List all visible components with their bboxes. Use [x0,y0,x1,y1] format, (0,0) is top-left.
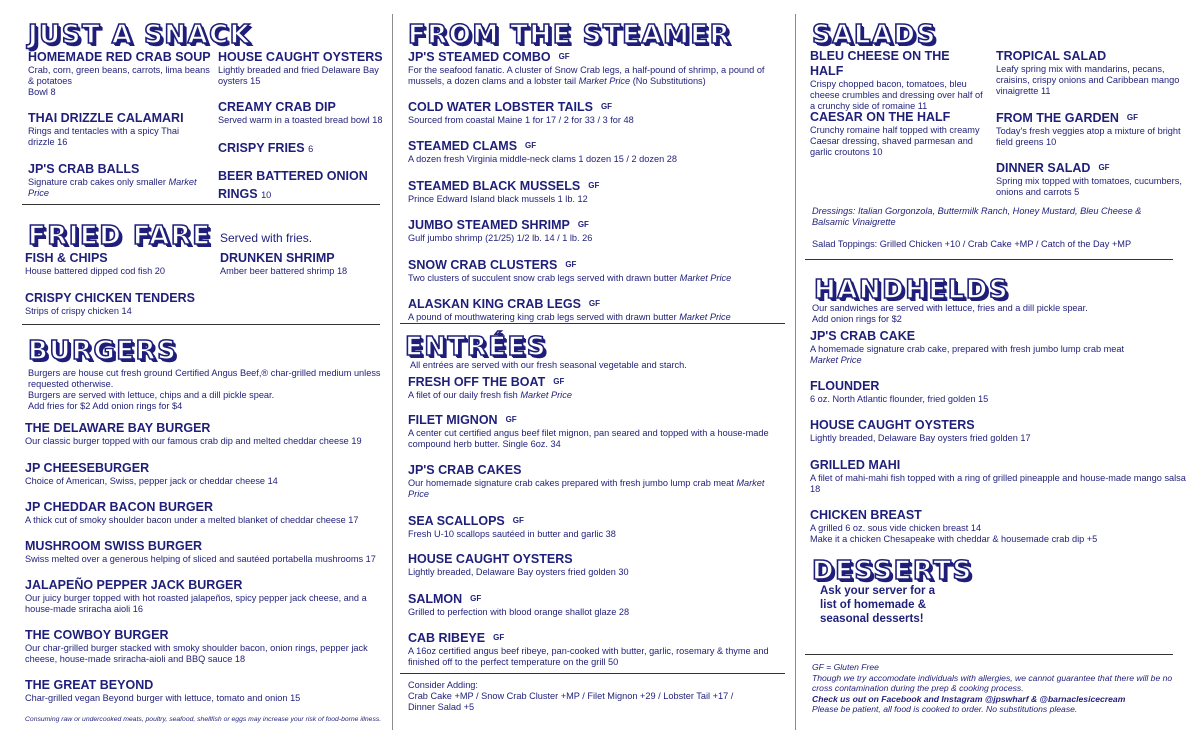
burger-item-cheddar-bacon: JP CHEDDAR BACON BURGER A thick cut of smoky shoulder bacon under a melted blanket of cheddar cheese 17 [25,500,359,525]
snack-item-fries: CRISPY FRIES 6 [218,141,314,155]
salad-item-garden: FROM THE GARDEN GF Today's fresh veggies atop a mixture of bright field greens 10 [996,111,1181,147]
footer-notes: GF = Gluten Free Though we try accomodate individuals with allergies, we cannot guarantee that there will be no cross contamination during the prep & cooking process. Check us out on Facebook and Instagram @jpswharf & @barnaclesicecream Please be patient, all food is cooked to order. No substitutions please. [812,662,1173,714]
rule-salads [805,259,1173,260]
salad-item-bleu-cheese: BLEU CHEESE ON THE HALF Crispy chopped bacon, tomatoes, bleu cheese crumbles and dressing over half of a crunchy side of romaine 11 [810,49,983,111]
salad-item-dinner: DINNER SALAD GF Spring mix topped with tomatoes, cucumbers, onions and carrots 5 [996,161,1182,197]
desserts-text: Ask your server for a list of homemade & seasonal desserts! [820,585,936,625]
handheld-item-crab-cake: JP'S CRAB CAKE A homemade signature crab cake, prepared with fresh jumbo lump crab meat Market Price [810,329,1125,365]
entree-item-oysters: HOUSE CAUGHT OYSTERS Lightly breaded, Delaware Bay oysters fried golden 30 [408,552,629,577]
rule-steamer [400,323,785,324]
entree-item-fresh-boat: FRESH OFF THE BOAT GF A filet of our daily fresh fish Market Price [408,375,572,400]
rule-desserts [805,654,1173,655]
entree-item-scallops: SEA SCALLOPS GF Fresh U-10 scallops sautéed in butter and garlic 38 [408,514,616,539]
rule-entrees [400,673,785,674]
fried-item-tenders: CRISPY CHICKEN TENDERS Strips of crispy chicken 14 [25,291,195,316]
steamer-item-mussels: STEAMED BLACK MUSSELS GF Prince Edward Island black mussels 1 lb. 12 [408,179,600,204]
snack-item-crab-soup: HOMEMADE RED CRAB SOUP Crab, corn, green beans, carrots, lima beans & potatoes Bowl 8 [28,50,211,97]
burger-item-cowboy: THE COWBOY BURGER Our char-grilled burger stacked with smoky shoulder bacon, onion rings, pepper jack cheese, house-made sriracha-aioli and BBQ sauce 18 [25,628,368,664]
handheld-item-chicken: CHICKEN BREAST A grilled 6 oz. sous vide chicken breast 14 Make it a chicken Chesapeake with cheddar & housemade crab dip +5 [810,508,1098,544]
steamer-item-snow-crab: SNOW CRAB CLUSTERS GF Two clusters of succulent snow crab legs served with drawn butter Market Price [408,258,732,283]
steamer-item-combo: JP'S STEAMED COMBO GF For the seafood fanatic. A cluster of Snow Crab legs, a half-pound of shrimp, a pound of mussels, a dozen clams and a lobster tail Market Price (No Substitutions) [408,50,765,86]
salad-toppings: Salad Toppings: Grilled Chicken +10 / Crab Cake +MP / Catch of the Day +MP [812,239,1132,249]
handhelds-heading: HANDHELDS [814,275,1010,305]
salads-heading: SALADS [812,20,937,50]
burger-item-cheeseburger: JP CHEESEBURGER Choice of American, Swiss, pepper jack or cheddar cheese 14 [25,461,278,486]
desserts-heading: DESSERTS [812,556,973,586]
burger-item-great-beyond: THE GREAT BEYOND Char-grilled vegan Beyond burger with lettuce, tomato and onion 15 [25,678,301,703]
burger-item-jalapeno: JALAPEÑO PEPPER JACK BURGER Our juicy burger topped with hot roasted jalapeños, spicy pepper jack cheese, and a house-made sriracha aioli 16 [25,578,367,614]
food-illness-warning: Consuming raw or undercooked meats, poultry, seafood, shellfish or eggs may increase your risk of food-borne illness. [25,716,382,723]
steamer-item-clams: STEAMED CLAMS GF A dozen fresh Virginia middle-neck clams 1 dozen 15 / 2 dozen 28 [408,139,677,164]
salad-dressings: Dressings: Italian Gorgonzola, Buttermilk Ranch, Honey Mustard, Bleu Cheese & Balsamic Vinaigrette [812,206,1142,227]
entree-item-ribeye: CAB RIBEYE GF A 16oz certified angus beef ribeye, pan-cooked with butter, garlic, rosemary & thyme and finished off to the perfect temperature on the grill 50 [408,631,769,667]
entree-item-crab-cakes: JP'S CRAB CAKES Our homemade signature crab cakes prepared with fresh jumbo lump crab meat Market Price [408,463,765,499]
handheld-item-flounder: FLOUNDER 6 oz. North Atlantic flounder, fried golden 15 [810,379,989,404]
consider-adding: Consider Adding: Crab Cake +MP / Snow Crab Cluster +MP / Filet Mignon +29 / Lobster Tail +17 / Dinner Salad +5 [408,680,734,712]
snack-item-crab-balls: JP'S CRAB BALLS Signature crab cakes only smaller Market Price [28,162,197,198]
rule-fried [22,324,380,325]
burger-item-mushroom-swiss: MUSHROOM SWISS BURGER Swiss melted over a generous helping of sliced and sautéed portabella mushrooms 17 [25,539,376,564]
handhelds-intro: Our sandwiches are served with lettuce, fries and a dill pickle spear. Add onion rings for $2 [812,303,1088,324]
entrees-heading: ENTRÉES [405,332,548,362]
entree-item-filet-mignon: FILET MIGNON GF A center cut certified angus beef filet mignon, pan seared and topped with a house-made compound herb butter. Single 6oz. 34 [408,413,769,449]
snack-item-crab-dip: CREAMY CRAB DIP Served warm in a toasted bread bowl 18 [218,100,383,125]
fried-item-drunken-shrimp: DRUNKEN SHRIMP Amber beer battered shrimp 18 [220,251,348,276]
steamer-heading: FROM THE STEAMER [408,20,732,50]
fried-item-fish-chips: FISH & CHIPS House battered dipped cod fish 20 [25,251,165,276]
steamer-item-king-crab: ALASKAN KING CRAB LEGS GF A pound of mouthwatering king crab legs served with drawn butter Market Price [408,297,731,322]
steamer-item-shrimp: JUMBO STEAMED SHRIMP GF Gulf jumbo shrimp (21/25) 1/2 lb. 14 / 1 lb. 26 [408,218,593,243]
snack-heading: JUST A SNACK [28,20,252,50]
fried-heading: FRIED FARE [28,221,212,251]
salad-item-tropical: TROPICAL SALAD Leafy spring mix with mandarins, pecans, craisins, crispy onions and Caribbean mango vinaigrette 11 [996,49,1180,96]
snack-item-oysters: HOUSE CAUGHT OYSTERS Lightly breaded and fried Delaware Bay oysters 15 [218,50,383,86]
column-divider-right [795,14,796,730]
burgers-heading: BURGERS [28,336,178,366]
rule-snack [22,204,380,205]
entree-item-salmon: SALMON GF Grilled to perfection with blood orange shallot glaze 28 [408,592,630,617]
burgers-intro: Burgers are house cut fresh ground Certified Angus Beef,® char-grilled medium unless requested otherwise. Burgers are served with lettuce, chips and a dill pickle spear. Add fries for $2 Add onion rings for $4 [28,368,381,411]
fried-subtitle: Served with fries. [220,231,313,245]
handheld-item-oysters: HOUSE CAUGHT OYSTERS Lightly breaded, Delaware Bay oysters fried golden 17 [810,418,1031,443]
snack-item-calamari: THAI DRIZZLE CALAMARI Rings and tentacles with a spicy Thai drizzle 16 [28,111,184,147]
snack-item-onion-rings: BEER BATTERED ONION RINGS 10 [218,169,368,201]
entrees-intro: All entrées are served with our fresh seasonal vegetable and starch. [410,360,687,370]
burger-item-delaware-bay: THE DELAWARE BAY BURGER Our classic burger topped with our famous crab dip and melted cheddar cheese 19 [25,421,362,446]
handheld-item-mahi: GRILLED MAHI A filet of mahi-mahi fish topped with a ring of grilled pineapple and house-made mango salsa 18 [810,458,1186,494]
steamer-item-lobster-tails: COLD WATER LOBSTER TAILS GF Sourced from coastal Maine 1 for 17 / 2 for 33 / 3 for 48 [408,100,634,125]
salad-item-caesar: CAESAR ON THE HALF Crunchy romaine half topped with creamy Caesar dressing, shaved parmesan and garlic croutons 10 [810,110,980,157]
